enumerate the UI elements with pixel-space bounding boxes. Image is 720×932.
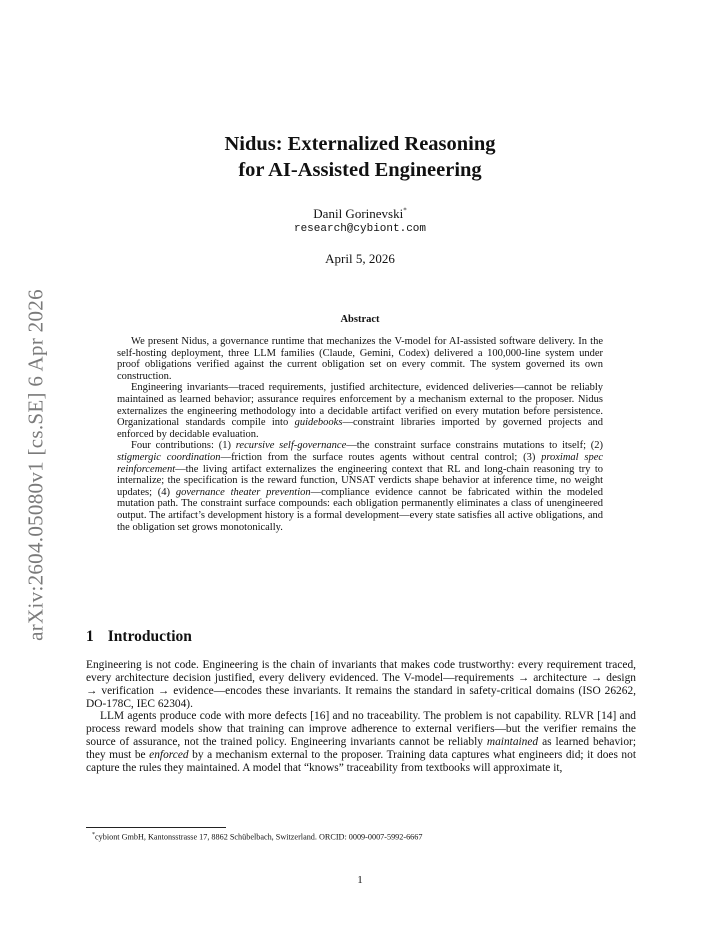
title-line-2: for AI-Assisted Engineering: [238, 159, 482, 181]
intro-paragraph-2: [86, 710, 636, 774]
section-heading: [86, 628, 192, 646]
paper-date: April 5, 2026: [325, 251, 395, 266]
abstract-heading: Abstract: [340, 314, 380, 325]
abstract-paragraph-1: We present Nidus, a governance runtime that mechanizes the V-model for AI-assisted software delivery. In the self-hosting deployment, three LLM families (Claude, Gemini, Codex) delivered a 100,000-line system under proof obligations verified against the current obligation set on every commit. The system governed its own construction.: [117, 336, 603, 382]
text-run: as learned behavior; they must be: [86, 736, 637, 761]
section-title: Introduction: [107, 628, 192, 645]
footnote-mark: *: [92, 832, 95, 838]
author-footnote-mark: *: [403, 206, 407, 215]
text-run: —constraint libraries imported by governed projects and enforced by decidable evaluation.: [117, 417, 604, 440]
text-run: —the constraint surface constrains mutations to itself; (2): [346, 440, 604, 452]
emphasis: governance theater prevention: [175, 486, 311, 498]
paper-title: [0, 131, 720, 183]
title-line-1: Nidus: Externalized Reasoning: [224, 133, 496, 155]
emphasis: maintained: [486, 736, 539, 749]
intro-paragraph-1: Engineering is not code. Engineering is the chain of invariants that makes code trustworthy: every requirement traced, every architecture decision justified, every delivery evidenced. The V-model—requirements → architecture → design → verification → evidence—encodes these invariants. It remains the standard in safety-critical domains (ISO 26262, DO-178C, IEC 62304).: [86, 659, 636, 710]
introduction-body: [86, 659, 636, 775]
abstract-paragraph-2: [117, 382, 603, 440]
arxiv-id-text: arXiv:2604.05080v1 [cs.SE] 6 Apr 2026: [23, 289, 48, 641]
footnote-rule: [86, 827, 226, 828]
emphasis: enforced: [149, 748, 189, 761]
text-run: Four contributions: (1): [131, 440, 236, 452]
text-run: —friction from the surface routes agents without central control; (3): [220, 451, 542, 463]
text-run: —compliance evidence cannot be fabricated within the modeled mutation path. The constraint surface compounds: each obligation permanently eliminates a class of unengineered output. The artifact’s development history is a formal development—every state satisfies all active obligations, and the obligation set grows monotonically.: [117, 486, 604, 533]
text-run: by a mechanism external to the proposer. Training data captures what engineers did; it does not capture the rules they maintained. A model that “knows” traceability from textbooks will approximate it,: [86, 748, 636, 774]
emphasis: proximal spec reinforcement: [117, 451, 604, 475]
emphasis: guidebooks: [294, 417, 343, 429]
author-name: Danil Gorinevski: [313, 206, 404, 221]
text-run: LLM agents produce code with more defects [16] and no traceability. The problem is not capability. RLVR [14] and process reward models show that training can improve adherence to external verifiers—but the verifier remains the source of assurance, not the trained policy. Engineering invariants cannot be reliably: [86, 710, 636, 749]
author-block: [0, 206, 720, 222]
page-number: 1: [357, 874, 363, 886]
text-run: Engineering invariants—traced requirements, justified architecture, evidenced deliveries—cannot be reliably maintained as learned behavior; assurance requires enforcement by a mechanism external to the proposer. Nidus externalizes the engineering methodology into a decidable artifact verified on every mutation before persistence. Organizational standards compile into: [117, 382, 603, 429]
footnote: [92, 832, 422, 842]
section-number: 1: [86, 628, 94, 645]
footnote-text: cybiont GmbH, Kantonsstrasse 17, 8862 Schübelbach, Switzerland. ORCID: 0009-0007-5992-6667: [95, 832, 423, 842]
emphasis: stigmergic coordination: [117, 451, 221, 463]
text-run: —the living artifact externalizes the engineering context that RL and long-chain reasoning try to internalize; the specification is the reward function, UNSAT verdicts shape behavior at inference time, no weight updates; (4): [117, 463, 603, 498]
emphasis: recursive self-governance: [235, 440, 347, 452]
arxiv-side-identifier: [18, 265, 54, 665]
author-email: research@cybiont.com: [293, 223, 427, 235]
abstract-paragraph-3: [117, 440, 603, 533]
abstract-body: [117, 336, 603, 533]
